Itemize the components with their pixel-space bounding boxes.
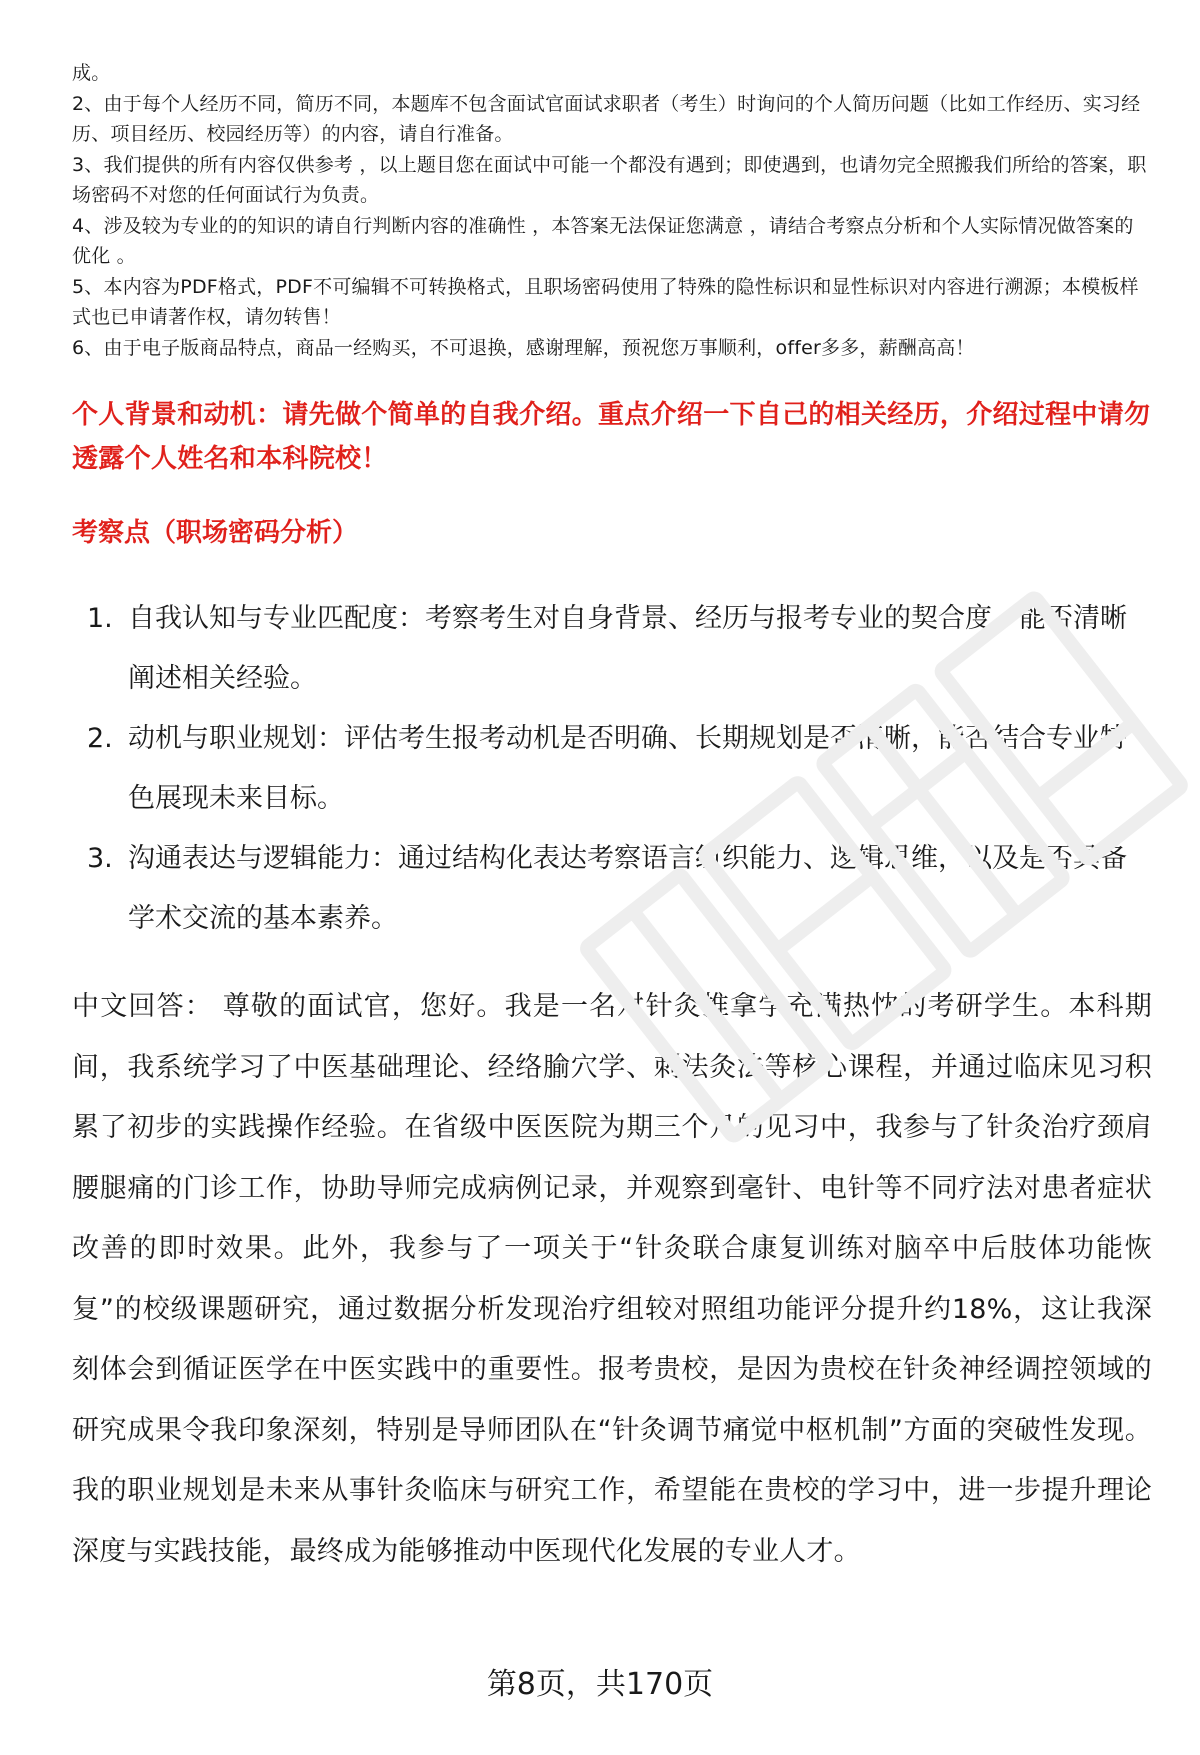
note-line: 4、涉及较为专业的的知识的请自行判断内容的准确性 ，本答案无法保证您满意 ，请结合考察点分析和个人实际情况做答案的优化 。 bbox=[72, 214, 1134, 267]
note-line: 6、由于电子版商品特点，商品一经购买，不可退换，感谢理解，预祝您万事顺利，offer多多，薪酬高高！ bbox=[72, 336, 975, 359]
list-item bbox=[72, 589, 1152, 709]
analysis-heading: 考察点（职场密码分析） bbox=[72, 518, 359, 548]
analysis-points-list bbox=[72, 589, 1152, 949]
page-number-footer: 第8页，共170页 bbox=[486, 1667, 714, 1702]
notes-section bbox=[72, 58, 1152, 363]
list-number: 1. bbox=[87, 603, 113, 634]
list-item-text: 沟通表达与逻辑能力：通过结构化表达考察语言组织能力、逻辑思维，以及是否具备学术交流的基本素养。 bbox=[128, 843, 1127, 934]
note-line: 5、本内容为PDF格式，PDF不可编辑不可转换格式，且职场密码使用了特殊的隐性标识和显性标识对内容进行溯源；本模板样式也已申请著作权，请勿转售！ bbox=[72, 275, 1139, 328]
list-item-text: 动机与职业规划：评估考生报考动机是否明确、长期规划是否清晰，能否结合专业特色展现未来目标。 bbox=[128, 723, 1127, 814]
list-number: 3. bbox=[87, 843, 113, 874]
note-line: 3、我们提供的所有内容仅供参考 ，以上题目您在面试中可能一个都没有遇到；即使遇到，也请勿完全照搬我们所给的答案，职场密码不对您的任何面试行为负责。 bbox=[72, 153, 1147, 206]
document-page bbox=[72, 58, 1152, 1582]
list-number: 2. bbox=[87, 723, 113, 754]
list-item bbox=[72, 829, 1152, 949]
list-item-text: 自我认知与专业匹配度：考察考生对自身背景、经历与报考专业的契合度，能否清晰阐述相关经验。 bbox=[128, 603, 1127, 694]
question-heading: 个人背景和动机：请先做个简单的自我介绍。重点介绍一下自己的相关经历，介绍过程中请勿透露个人姓名和本科院校！ bbox=[72, 400, 1151, 474]
note-line: 2、由于每个人经历不同，简历不同，本题库不包含面试官面试求职者（考生）时询问的个人简历问题（比如工作经历、实习经历、项目经历、校园经历等）的内容，请自行准备。 bbox=[72, 92, 1141, 145]
note-line: 成。 bbox=[72, 62, 111, 84]
list-item bbox=[72, 709, 1152, 829]
answer-paragraph: 中文回答： 尊敬的面试官，您好。我是一名对针灸推拿学充满热忱的考研学生。本科期间，我系统学习了中医基础理论、经络腧穴学、刺法灸法等核心课程，并通过临床见习积累了初步的实践操作经验。在省级中医医院为期三个月的见习中，我参与了针灸治疗颈肩腰腿痛的门诊工作，协助导师完成病例记录，并观察到毫针、电针等不同疗法对患者症状改善的即时效果。此外，我参与了一项关于“针灸联合康复训练对脑卒中后肢体功能恢复”的校级课题研究，通过数据分析发现治疗组较对照组功能评分提升约18%，这让我深刻体会到循证医学在中医实践中的重要性。报考贵校，是因为贵校在针灸神经调控领域的研究成果令我印象深刻，特别是导师团队在“针灸调节痛觉中枢机制”方面的突破性发现。我的职业规划是未来从事针灸临床与研究工作，希望能在贵校的学习中，进一步提升理论深度与实践技能，最终成为能够推动中医现代化发展的专业人才。 bbox=[72, 991, 1152, 1567]
